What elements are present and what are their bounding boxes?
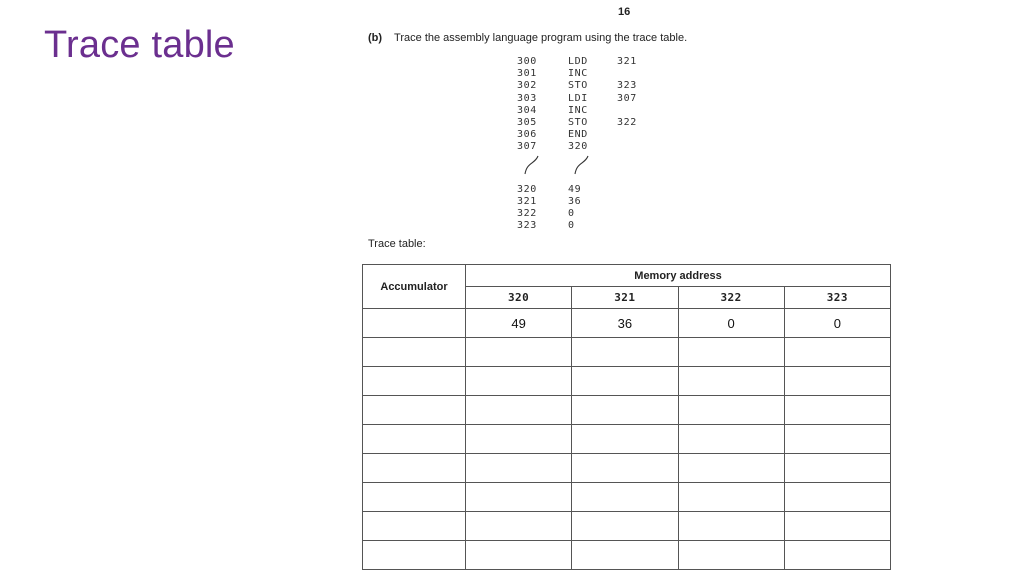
program-line — [517, 80, 657, 92]
ellipsis-squiggle-icons — [517, 154, 627, 184]
accumulator-cell — [363, 309, 466, 338]
memory-cell — [572, 425, 678, 454]
memory-cell — [466, 483, 572, 512]
memory-cell — [784, 396, 890, 425]
memory-cell — [572, 541, 678, 570]
instruction-opcode: LDI — [568, 92, 588, 104]
trace-header-row — [363, 265, 891, 287]
program-line — [517, 117, 657, 129]
memory-cell — [678, 454, 784, 483]
instruction-address: 307 — [517, 141, 537, 153]
squiggle-icon — [575, 156, 588, 174]
instruction-operand: 322 — [617, 116, 637, 128]
instruction-opcode: STO — [568, 80, 588, 92]
instruction-opcode: LDD — [568, 56, 588, 67]
table-row — [363, 309, 891, 338]
table-row — [363, 367, 891, 396]
accumulator-cell — [363, 425, 466, 454]
instruction-address: 305 — [517, 116, 537, 128]
memory-value: 0 — [568, 207, 575, 219]
instruction-operand: 323 — [617, 80, 637, 92]
address-header: 321 — [572, 287, 678, 309]
program-line — [517, 141, 657, 153]
accumulator-cell — [363, 338, 466, 367]
memory-cell — [572, 512, 678, 541]
instruction-operand — [617, 141, 657, 153]
memory-cell: 0 — [678, 309, 784, 338]
accumulator-cell — [363, 396, 466, 425]
table-row — [363, 541, 891, 570]
accumulator-header: Accumulator — [363, 265, 466, 309]
instruction-address: 301 — [517, 68, 537, 80]
accumulator-cell — [363, 512, 466, 541]
instruction-address: 306 — [517, 129, 537, 141]
address-header: 322 — [678, 287, 784, 309]
memory-cell — [784, 541, 890, 570]
table-row — [363, 454, 891, 483]
memory-cell — [678, 367, 784, 396]
memory-cell — [678, 483, 784, 512]
memory-cell — [678, 541, 784, 570]
instruction-operand: 321 — [617, 56, 637, 67]
memory-cell — [784, 454, 890, 483]
memory-cell — [572, 367, 678, 396]
memory-line — [517, 208, 657, 220]
instruction-operand — [617, 129, 657, 141]
instruction-address: 303 — [517, 92, 537, 104]
memory-gap — [517, 154, 657, 184]
accumulator-cell — [363, 541, 466, 570]
accumulator-cell — [363, 454, 466, 483]
memory-cell — [678, 396, 784, 425]
memory-cell — [784, 367, 890, 396]
memory-cell — [678, 338, 784, 367]
program-line — [517, 56, 657, 68]
memory-cell — [466, 367, 572, 396]
memory-cell — [466, 396, 572, 425]
memory-value: 0 — [568, 220, 575, 232]
accumulator-cell — [363, 367, 466, 396]
trace-table-label: Trace table: — [368, 238, 426, 250]
memory-cell — [784, 483, 890, 512]
instruction-opcode: INC — [568, 68, 588, 80]
memory-line — [517, 184, 657, 196]
program-line — [517, 93, 657, 105]
memory-cell — [572, 396, 678, 425]
assembly-program — [517, 56, 657, 232]
address-header: 323 — [784, 287, 890, 309]
instruction-opcode: END — [568, 129, 588, 141]
squiggle-icon — [525, 156, 538, 174]
memory-value: 36 — [568, 195, 582, 207]
memory-address: 321 — [517, 195, 537, 207]
instruction-operand — [617, 105, 657, 117]
memory-cell — [678, 512, 784, 541]
memory-cell — [784, 512, 890, 541]
memory-cell: 36 — [572, 309, 678, 338]
memory-cell — [784, 338, 890, 367]
question-part-label: (b) — [368, 32, 383, 44]
memory-cell — [784, 425, 890, 454]
slide-title: Trace table — [44, 24, 235, 66]
memory-line — [517, 196, 657, 208]
memory-cell — [678, 425, 784, 454]
page-number: 16 — [618, 6, 631, 15]
table-row — [363, 338, 891, 367]
memory-address: 320 — [517, 183, 537, 195]
memory-value: 49 — [568, 183, 582, 195]
memory-cell: 0 — [784, 309, 890, 338]
accumulator-cell — [363, 483, 466, 512]
program-line — [517, 129, 657, 141]
trace-table — [362, 264, 891, 570]
memory-cell — [466, 454, 572, 483]
table-row — [363, 512, 891, 541]
memory-cell — [466, 512, 572, 541]
instruction-address: 302 — [517, 80, 537, 92]
memory-cell — [572, 338, 678, 367]
instruction-address: 304 — [517, 104, 537, 116]
memory-address: 322 — [517, 207, 537, 219]
instruction-address: 300 — [517, 56, 537, 67]
memory-cell — [466, 425, 572, 454]
memory-cell — [572, 483, 678, 512]
memory-line — [517, 220, 657, 232]
question-text: Trace the assembly language program using the trace table. — [394, 32, 688, 44]
instruction-opcode: INC — [568, 104, 588, 116]
program-line — [517, 105, 657, 117]
memory-cell — [466, 338, 572, 367]
memory-address: 323 — [517, 220, 537, 232]
table-row — [363, 396, 891, 425]
program-line — [517, 68, 657, 80]
instruction-operand: 307 — [617, 92, 637, 104]
table-row — [363, 425, 891, 454]
memory-address-header: Memory address — [466, 265, 891, 287]
address-header: 320 — [466, 287, 572, 309]
memory-cell: 49 — [466, 309, 572, 338]
table-row — [363, 483, 891, 512]
instruction-operand — [617, 68, 657, 80]
question-prompt — [368, 32, 687, 44]
memory-cell — [572, 454, 678, 483]
instruction-opcode: STO — [568, 116, 588, 128]
instruction-opcode: 320 — [568, 141, 588, 153]
memory-cell — [466, 541, 572, 570]
